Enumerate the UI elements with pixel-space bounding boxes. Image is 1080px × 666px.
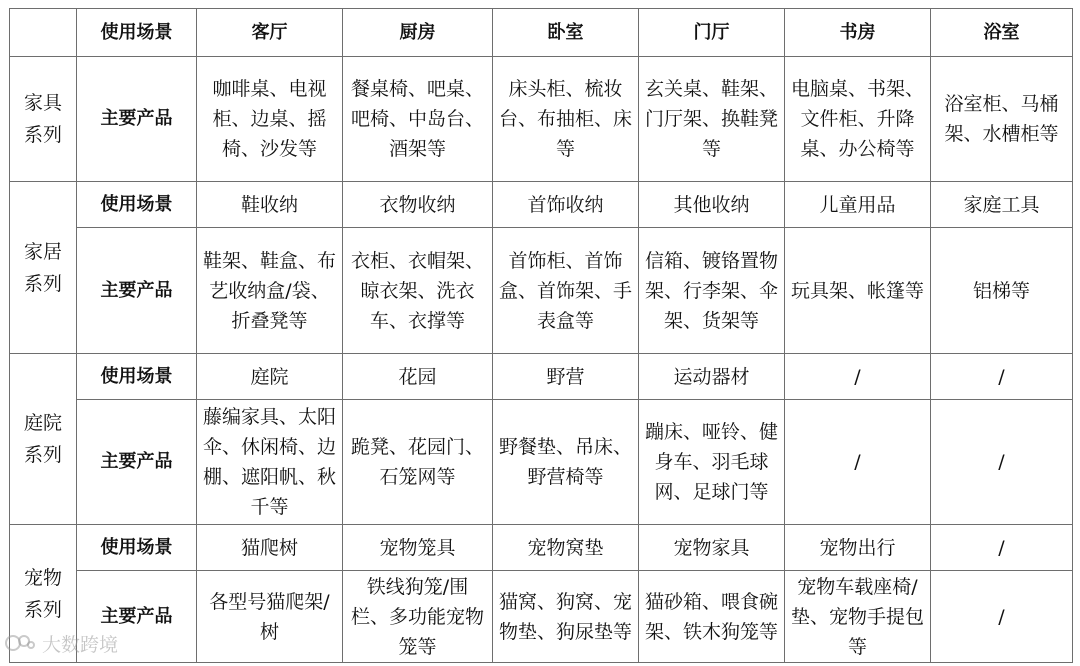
product-cell: 电脑桌、书架、文件柜、升降桌、办公椅等 (785, 57, 931, 182)
scene-cell: 首饰收纳 (493, 182, 639, 228)
corner-cell (10, 9, 77, 57)
column-header-living-room: 客厅 (197, 9, 343, 57)
product-cell: / (785, 400, 931, 525)
product-cell: 藤编家具、太阳伞、休闲椅、边棚、遮阳帆、秋千等 (197, 400, 343, 525)
products-label: 主要产品 (77, 228, 197, 354)
product-cell: / (931, 400, 1073, 525)
scene-cell: 其他收纳 (639, 182, 785, 228)
scene-cell: 花园 (343, 354, 493, 400)
product-cell: 猫砂箱、喂食碗架、铁木狗笼等 (639, 571, 785, 663)
scene-label: 使用场景 (77, 525, 197, 571)
scene-cell: 庭院 (197, 354, 343, 400)
watermark-text: 大数跨境 (42, 633, 119, 656)
product-cell: 玩具架、帐篷等 (785, 228, 931, 354)
product-cell: 各型号猫爬架/树 (197, 571, 343, 663)
product-cell: 蹦床、哑铃、健身车、羽毛球网、足球门等 (639, 400, 785, 525)
products-label: 主要产品 (77, 571, 197, 663)
group-furniture: 家具系列 (10, 57, 77, 182)
product-table (9, 8, 1073, 663)
product-cell: 猫窝、狗窝、宠物垫、狗尿垫等 (493, 571, 639, 663)
column-header-bedroom: 卧室 (493, 9, 639, 57)
product-cell: 野餐垫、吊床、野营椅等 (493, 400, 639, 525)
header-scene-label: 使用场景 (77, 9, 197, 57)
product-cell: 铝梯等 (931, 228, 1073, 354)
scene-cell: 鞋收纳 (197, 182, 343, 228)
products-label: 主要产品 (77, 57, 197, 182)
scene-cell: 宠物窝垫 (493, 525, 639, 571)
product-cell: 鞋架、鞋盒、布艺收纳盒/袋、折叠凳等 (197, 228, 343, 354)
product-cell: 餐桌椅、吧桌、吧椅、中岛台、酒架等 (343, 57, 493, 182)
scene-cell: 儿童用品 (785, 182, 931, 228)
product-cell: 宠物车载座椅/垫、宠物手提包等 (785, 571, 931, 663)
scene-cell: / (931, 354, 1073, 400)
scene-cell: / (785, 354, 931, 400)
product-cell: 浴室柜、马桶架、水槽柜等 (931, 57, 1073, 182)
scene-cell: 宠物出行 (785, 525, 931, 571)
column-header-kitchen: 厨房 (343, 9, 493, 57)
product-cell: 铁线狗笼/围栏、多功能宠物笼等 (343, 571, 493, 663)
product-cell: 床头柜、梳妆台、布抽柜、床等 (493, 57, 639, 182)
scene-label: 使用场景 (77, 354, 197, 400)
watermark-logo-icon (4, 630, 36, 656)
product-cell: 首饰柜、首饰盒、首饰架、手表盒等 (493, 228, 639, 354)
product-cell: 信箱、镀铬置物架、行李架、伞架、货架等 (639, 228, 785, 354)
product-cell: 衣柜、衣帽架、晾衣架、洗衣车、衣撑等 (343, 228, 493, 354)
scene-label: 使用场景 (77, 182, 197, 228)
column-header-study: 书房 (785, 9, 931, 57)
scene-cell: 野营 (493, 354, 639, 400)
products-label: 主要产品 (77, 400, 197, 525)
scene-cell: / (931, 525, 1073, 571)
scene-cell: 宠物笼具 (343, 525, 493, 571)
scene-cell: 宠物家具 (639, 525, 785, 571)
group-garden: 庭院系列 (10, 354, 77, 525)
product-cell: / (931, 571, 1073, 663)
group-home: 家居系列 (10, 182, 77, 354)
scene-cell: 衣物收纳 (343, 182, 493, 228)
watermark (4, 626, 154, 660)
scene-cell: 运动器材 (639, 354, 785, 400)
product-cell: 玄关桌、鞋架、门厅架、换鞋凳等 (639, 57, 785, 182)
product-cell: 咖啡桌、电视柜、边桌、摇椅、沙发等 (197, 57, 343, 182)
product-cell: 跪凳、花园门、石笼网等 (343, 400, 493, 525)
group-pet: 宠物系列 (10, 525, 77, 663)
scene-cell: 家庭工具 (931, 182, 1073, 228)
scene-cell: 猫爬树 (197, 525, 343, 571)
column-header-foyer: 门厅 (639, 9, 785, 57)
column-header-bathroom: 浴室 (931, 9, 1073, 57)
